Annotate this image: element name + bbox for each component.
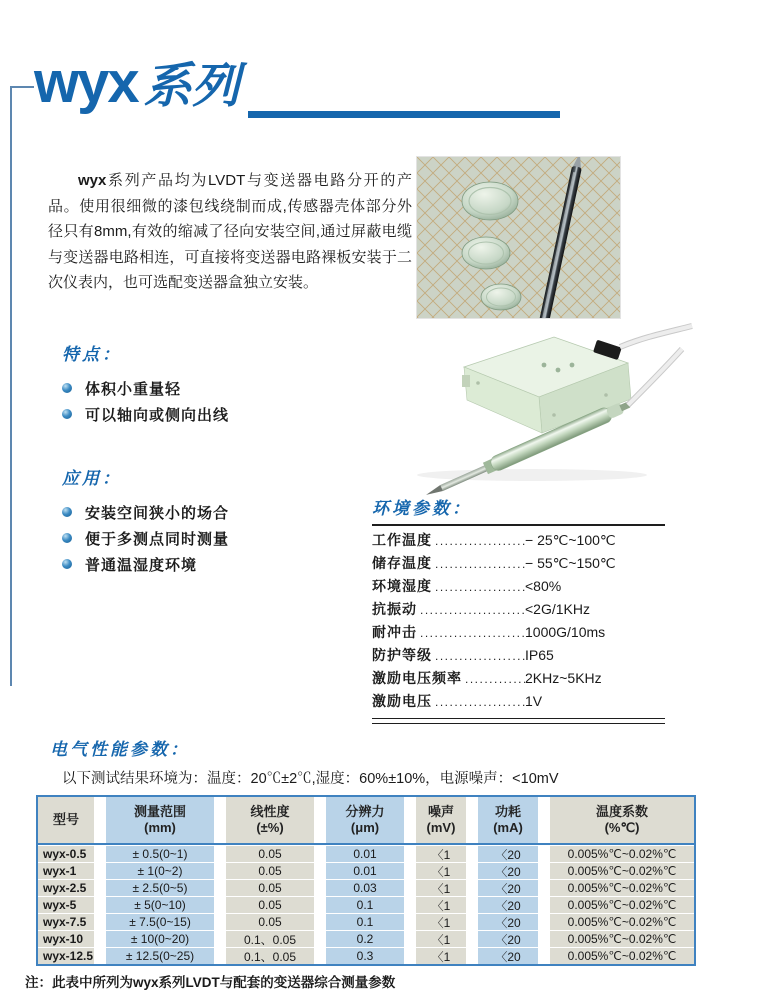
bullet-icon (62, 559, 72, 569)
env-param-value: 2KHz~5KHz (525, 670, 602, 686)
env-param-label: 抗振动 (372, 601, 417, 617)
cell-power: 〈20 (478, 930, 538, 947)
dotted-leader (462, 672, 525, 686)
env-params-section (372, 494, 665, 724)
env-param-value: IP65 (525, 647, 554, 663)
column-header-linearity (226, 797, 314, 843)
cell-temp-coeff: 0.005%℃~0.02%℃ (550, 845, 694, 862)
cell-noise: 〈1 (416, 930, 466, 947)
cell-range: ± 7.5(0~15) (106, 913, 214, 930)
feature-item (62, 401, 229, 427)
dotted-leader (432, 534, 525, 548)
cell-noise: 〈1 (416, 896, 466, 913)
application-label: 普通温湿度环境 (85, 556, 198, 574)
column-header-unit: (%℃) (604, 820, 640, 835)
transmitter-and-probe-photo (392, 323, 720, 495)
footnote-prefix: 注： (25, 975, 52, 990)
elec-params-title: 电气性能参数： (50, 740, 190, 760)
features-title: 特点： (62, 345, 122, 365)
sensor-size-comparison-photo (417, 157, 620, 318)
cell-model: wyx-5 (38, 896, 94, 913)
coin-icon (462, 237, 510, 269)
transmitter-box-icon (462, 326, 692, 433)
divider (372, 718, 665, 724)
cell-temp-coeff: 0.005%℃~0.02%℃ (550, 913, 694, 930)
footnote (25, 971, 395, 991)
env-param-label: 环境湿度 (372, 578, 432, 594)
cell-range: ± 10(0~20) (106, 930, 214, 947)
env-param-row (372, 599, 665, 622)
cell-power: 〈20 (478, 879, 538, 896)
cell-model: wyx-2.5 (38, 879, 94, 896)
page-title-latin: wyx (34, 50, 138, 115)
column-header-name: 温度系数 (595, 804, 648, 819)
column-header-noise (416, 797, 466, 843)
dotted-leader (432, 580, 525, 594)
application-item (62, 551, 229, 577)
cell-noise: 〈1 (416, 862, 466, 879)
cell-temp-coeff: 0.005%℃~0.02%℃ (550, 862, 694, 879)
dotted-leader (432, 695, 525, 709)
cell-resolution: 0.01 (326, 862, 404, 879)
column-header-name: 分辨力 (345, 804, 385, 819)
column-header-name: 噪声 (427, 804, 454, 819)
column-header-unit: (mV) (426, 820, 456, 835)
env-param-label: 储存温度 (372, 555, 432, 571)
spec-table (36, 795, 696, 966)
cell-model: wyx-1 (38, 862, 94, 879)
footnote-text: 此表中所列为wyx系列LVDT与配套的变送器综合测量参数 (52, 975, 396, 990)
cell-temp-coeff: 0.005%℃~0.02%℃ (550, 879, 694, 896)
bullet-icon (62, 507, 72, 517)
cell-noise: 〈1 (416, 845, 466, 862)
cell-power: 〈20 (478, 947, 538, 964)
cell-range: ± 0.5(0~1) (106, 845, 214, 862)
application-item (62, 499, 229, 525)
env-param-value: <2G/1KHz (525, 601, 590, 617)
coin-icon (462, 182, 518, 220)
env-param-value: − 25℃~100℃ (525, 532, 616, 548)
env-param-row (372, 668, 665, 691)
env-param-row (372, 691, 665, 714)
test-conditions: 以下测试结果环境为：温度：20℃±2℃,湿度：60%±10%，电源噪声：<10mV (62, 771, 559, 787)
cell-linearity: 0.1、0.05 (226, 947, 314, 964)
column-header-unit: (μm) (350, 820, 380, 835)
dotted-leader (417, 626, 525, 640)
env-param-label: 激励电压 (372, 693, 432, 709)
env-param-value: − 55℃~150℃ (525, 555, 616, 571)
env-param-value: 1V (525, 693, 543, 709)
applications-section (62, 464, 229, 577)
cell-power: 〈20 (478, 862, 538, 879)
feature-label: 体积小重量轻 (85, 380, 182, 398)
sensor-size-comparison-illustration (417, 157, 620, 318)
cell-range: ± 5(0~10) (106, 896, 214, 913)
column-header-unit: (±%) (256, 820, 284, 835)
cell-linearity: 0.05 (226, 862, 314, 879)
corner-bracket-horizontal (10, 86, 34, 88)
column-header-resolution (326, 797, 404, 843)
cell-noise: 〈1 (416, 947, 466, 964)
feature-label: 可以轴向或侧向出线 (85, 406, 230, 424)
title-underline (248, 111, 560, 118)
dotted-leader (432, 649, 525, 663)
cell-model: wyx-12.5 (38, 947, 94, 964)
cell-range: ± 1(0~2) (106, 862, 214, 879)
application-label: 安装空间狭小的场合 (85, 504, 230, 522)
column-header-unit: (mm) (144, 820, 176, 835)
page-title-cjk: 系列 (143, 58, 240, 114)
column-header-name: 型号 (52, 812, 79, 827)
env-param-label: 工作温度 (372, 532, 432, 548)
env-param-label: 防护等级 (372, 647, 432, 663)
cell-linearity: 0.05 (226, 896, 314, 913)
cell-resolution: 0.2 (326, 930, 404, 947)
applications-title: 应用： (62, 469, 122, 489)
cell-noise: 〈1 (416, 913, 466, 930)
column-header-name: 测量范围 (133, 804, 186, 819)
column-header-range (106, 797, 214, 843)
features-section (62, 340, 229, 427)
dotted-leader (432, 557, 525, 571)
bullet-icon (62, 409, 72, 419)
cell-resolution: 0.3 (326, 947, 404, 964)
cell-temp-coeff: 0.005%℃~0.02%℃ (550, 930, 694, 947)
env-param-row (372, 553, 665, 576)
page-title (34, 50, 240, 115)
transmitter-and-probe-illustration (392, 323, 720, 495)
env-param-row (372, 622, 665, 645)
cell-linearity: 0.05 (226, 845, 314, 862)
bullet-icon (62, 383, 72, 393)
env-param-value: 1000G/10ms (525, 624, 606, 640)
column-header-power (478, 797, 538, 843)
application-label: 便于多测点同时测量 (85, 530, 230, 548)
column-header-model (38, 797, 94, 843)
env-param-row (372, 645, 665, 668)
intro-paragraph (48, 168, 412, 296)
column-header-name: 功耗 (494, 804, 521, 819)
intro-brand: wyx (78, 172, 107, 189)
cell-power: 〈20 (478, 845, 538, 862)
env-params-title: 环境参数： (372, 499, 472, 519)
cell-range: ± 12.5(0~25) (106, 947, 214, 964)
cell-noise: 〈1 (416, 879, 466, 896)
coin-icon (481, 284, 521, 310)
cell-linearity: 0.1、0.05 (226, 930, 314, 947)
intro-text: 系列产品均为LVDT与变送器电路分开的产品。使用很细微的漆包线绕制而成,传感器壳体部分外径只有8mm,有效的缩减了径向安装空间,通过屏蔽电缆与变送器电路相连，可直接将变送器电路裸板安装于二次仪表内，也可选配变送器盒独立安装。 (48, 172, 412, 291)
cell-power: 〈20 (478, 913, 538, 930)
application-item (62, 525, 229, 551)
cell-model: wyx-0.5 (38, 845, 94, 862)
cell-model: wyx-10 (38, 930, 94, 947)
cell-linearity: 0.05 (226, 879, 314, 896)
env-param-label: 激励电压频率 (372, 670, 462, 686)
cell-linearity: 0.05 (226, 913, 314, 930)
feature-item (62, 375, 229, 401)
env-param-row (372, 530, 665, 553)
cell-temp-coeff: 0.005%℃~0.02%℃ (550, 947, 694, 964)
column-header-temp-coeff (550, 797, 694, 843)
cell-range: ± 2.5(0~5) (106, 879, 214, 896)
elec-params-section (50, 735, 740, 788)
cell-resolution: 0.1 (326, 913, 404, 930)
column-header-name: 线性度 (250, 804, 290, 819)
cell-power: 〈20 (478, 896, 538, 913)
env-param-value: <80% (525, 578, 562, 594)
dotted-leader (417, 603, 525, 617)
cell-resolution: 0.01 (326, 845, 404, 862)
env-param-row (372, 576, 665, 599)
env-param-label: 耐冲击 (372, 624, 417, 640)
cell-resolution: 0.1 (326, 896, 404, 913)
column-header-unit: (mA) (493, 820, 523, 835)
cell-model: wyx-7.5 (38, 913, 94, 930)
cell-resolution: 0.03 (326, 879, 404, 896)
bullet-icon (62, 533, 72, 543)
cell-temp-coeff: 0.005%℃~0.02%℃ (550, 896, 694, 913)
corner-bracket-vertical (10, 86, 12, 686)
